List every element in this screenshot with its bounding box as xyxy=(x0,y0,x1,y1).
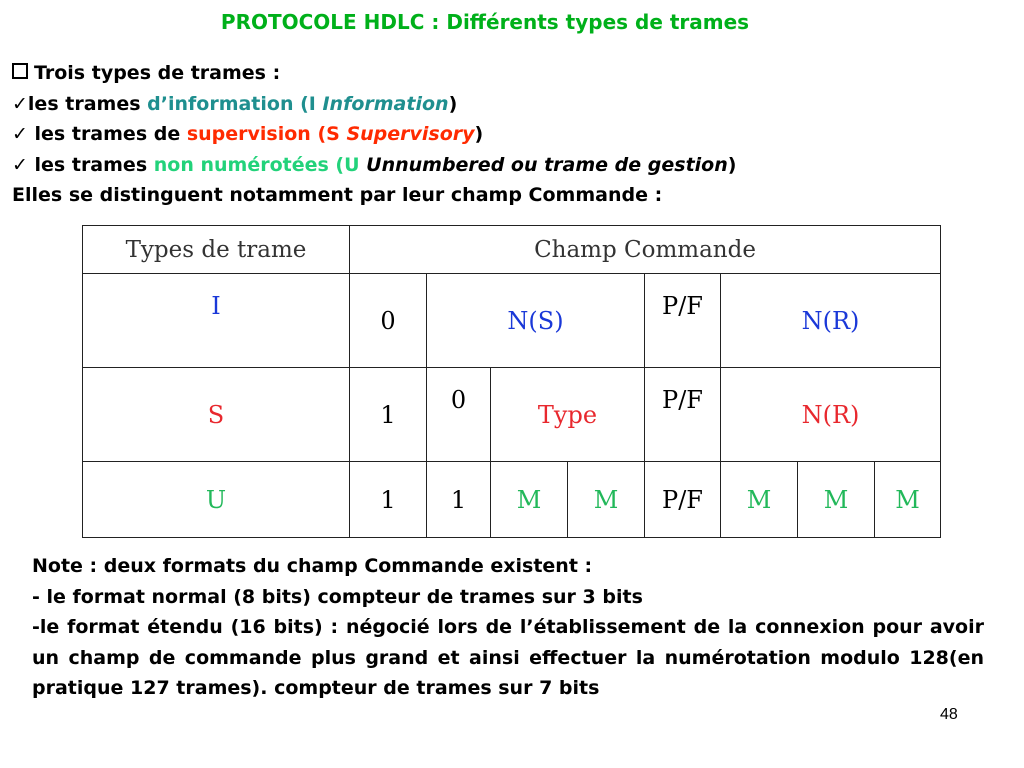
list-intro-text: Trois types de trames : xyxy=(34,62,281,84)
list-item-supervision xyxy=(12,119,1002,150)
bit-cell: 1 xyxy=(427,462,491,538)
m-cell: M xyxy=(798,462,875,538)
item-suffix: ) xyxy=(727,153,737,176)
item-colored: d’information (I xyxy=(147,92,323,115)
item-suffix: ) xyxy=(448,92,458,115)
header-command: Champ Commande xyxy=(350,226,941,274)
item-colored: non numérotées (U xyxy=(153,153,367,176)
item-prefix: les trames xyxy=(27,153,154,176)
checkmark-icon: ✓ xyxy=(12,123,28,145)
bit-cell: 0 xyxy=(427,368,491,462)
note-line-1: Note : deux formats du champ Commande existent : xyxy=(32,555,593,577)
table-row-s xyxy=(83,368,941,462)
page-title: PROTOCOLE HDLC : Différents types de trames xyxy=(220,10,750,34)
table-row-u xyxy=(83,462,941,538)
checkmark-icon: ✓ xyxy=(12,153,28,176)
frame-types-list xyxy=(12,58,1002,211)
item-italic: Information xyxy=(322,92,449,115)
list-closing: Elles se distinguent notamment par leur champ Commande : xyxy=(12,184,663,206)
bit-cell: 0 xyxy=(350,274,427,368)
type-cell-s: S xyxy=(83,368,350,462)
type-cell-i: I xyxy=(83,274,350,368)
item-italic: Supervisory xyxy=(346,123,475,145)
pf-cell: P/F xyxy=(645,274,721,368)
page-number: 48 xyxy=(940,706,958,723)
pf-cell: P/F xyxy=(645,368,721,462)
bit-cell: 1 xyxy=(350,462,427,538)
m-cell: M xyxy=(491,462,568,538)
ns-cell: N(S) xyxy=(427,274,645,368)
m-cell: M xyxy=(875,462,941,538)
table-header-row xyxy=(83,226,941,274)
checkmark-icon: ✓ xyxy=(12,92,28,115)
item-prefix: les trames xyxy=(27,92,148,115)
note-line-3: -le format étendu (16 bits) : négocié lors de l’établissement de la connexion pour avoir un champ de commande plus grand et ainsi effectuer la numérotation modulo 128(en pratique 127 trames). compteur de trames sur 7 bits xyxy=(32,616,984,700)
item-italic: Unnumbered ou trame de gestion xyxy=(366,153,728,176)
format-note xyxy=(32,551,984,704)
nr-cell: N(R) xyxy=(721,368,941,462)
square-bullet-icon xyxy=(12,63,28,79)
m-cell: M xyxy=(721,462,798,538)
list-intro xyxy=(12,58,1002,89)
item-prefix: les trames de xyxy=(27,123,187,145)
frame-format-table xyxy=(82,225,941,538)
type-cell-u: U xyxy=(83,462,350,538)
list-item-information xyxy=(12,89,1002,120)
note-line-2: - le format normal (8 bits) compteur de trames sur 3 bits xyxy=(32,585,643,608)
table-row-i xyxy=(83,274,941,368)
header-types: Types de trame xyxy=(83,226,350,274)
nr-cell: N(R) xyxy=(721,274,941,368)
m-cell: M xyxy=(568,462,645,538)
pf-cell: P/F xyxy=(645,462,721,538)
item-colored: supervision (S xyxy=(186,123,347,145)
item-suffix: ) xyxy=(474,123,484,145)
type-field-cell: Type xyxy=(491,368,645,462)
bit-cell: 1 xyxy=(350,368,427,462)
list-item-unnumbered xyxy=(12,150,1002,181)
